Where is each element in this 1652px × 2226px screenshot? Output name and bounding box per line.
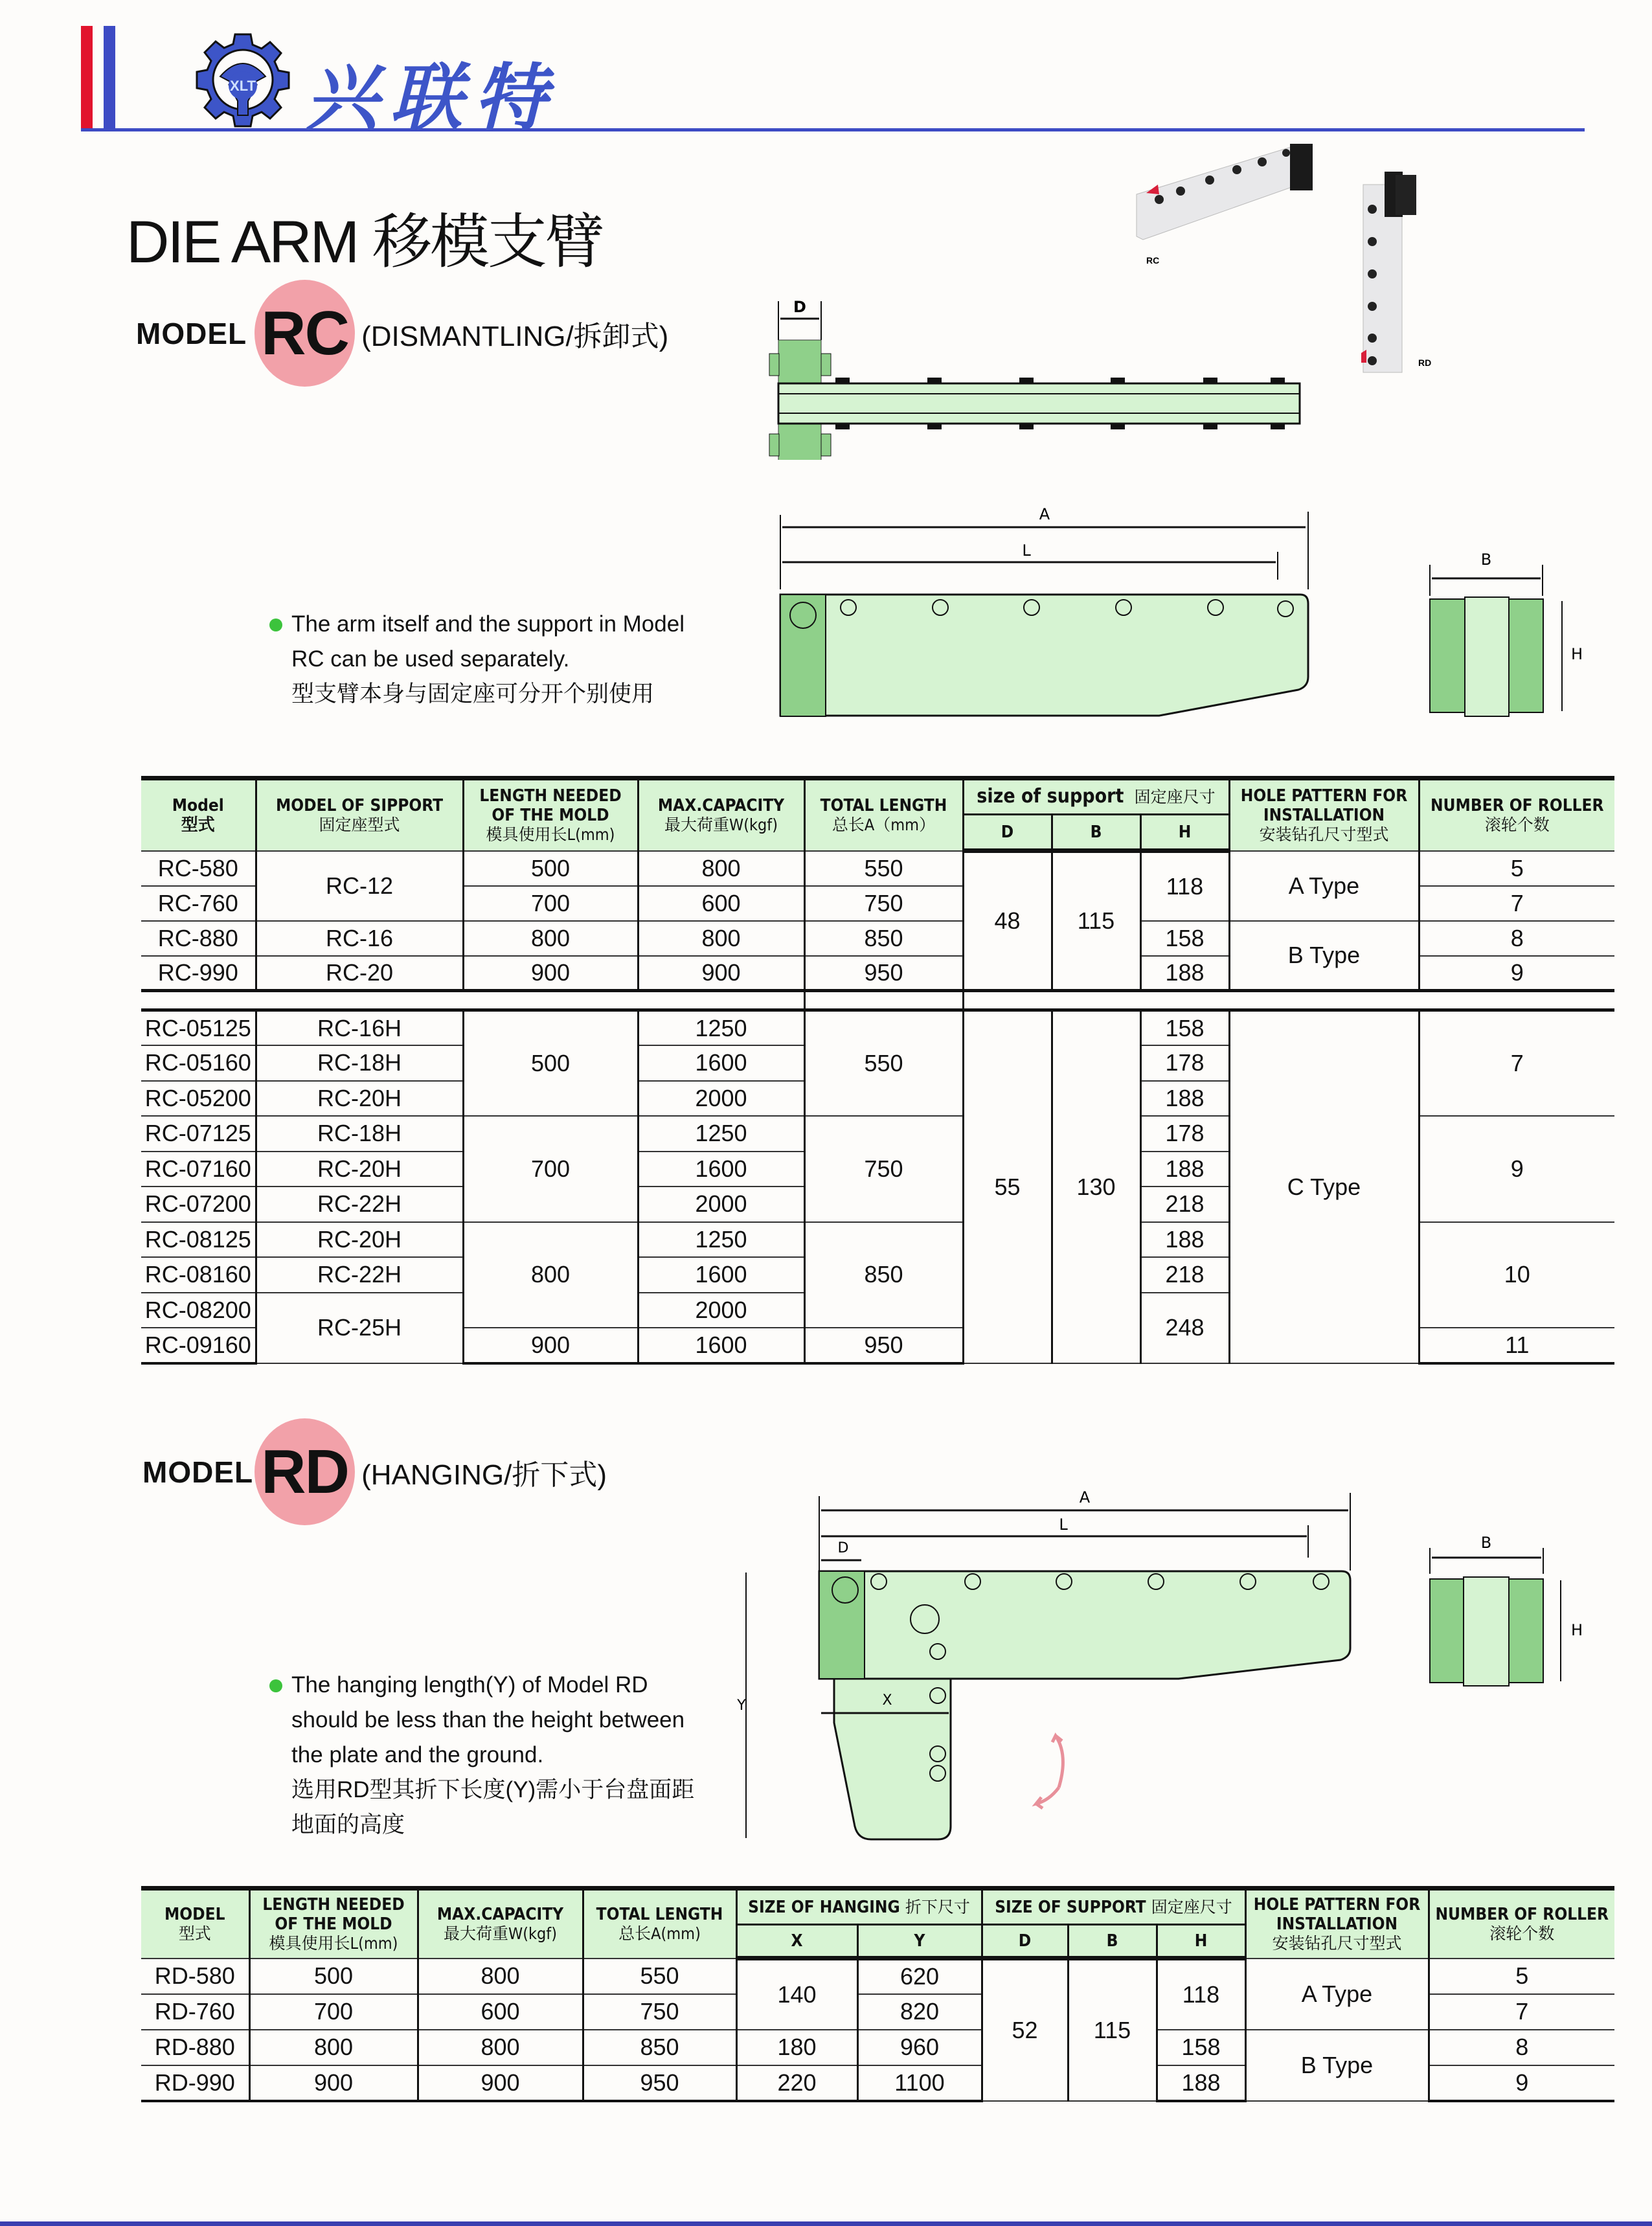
cell-support: RC-12 <box>256 851 463 921</box>
cell-rollers: 5 <box>1419 851 1614 886</box>
cell-b: 130 <box>1052 1010 1140 1363</box>
dim-label-b: B <box>1480 1534 1492 1552</box>
cell-hole: A Type <box>1229 851 1419 921</box>
col-length: LENGTH NEEDED OF THE MOLD 模具使用长L(mm) <box>249 1889 418 1959</box>
model-label: MODEL <box>136 316 247 350</box>
cell-total: 550 <box>804 1010 963 1117</box>
rd-spec-table <box>141 1886 1614 2102</box>
cell-rollers: 9 <box>1419 956 1614 991</box>
cell-length: 700 <box>463 886 638 921</box>
col-support-size: size of support 固定座尺寸 <box>963 778 1229 815</box>
cell-h: 188 <box>1157 2065 1245 2101</box>
cell-total: 950 <box>804 1328 963 1363</box>
col-h: H <box>1140 815 1229 851</box>
cell-y: 620 <box>857 1959 982 1994</box>
model-rc-heading <box>136 280 668 387</box>
cell-capacity: 600 <box>418 1994 583 2030</box>
model-code: RC <box>261 298 348 368</box>
rd-side-view-diagram <box>732 1477 1587 1846</box>
cell-total: 550 <box>583 1959 736 1994</box>
cell-y: 960 <box>857 2030 982 2065</box>
cell-total: 850 <box>804 921 963 956</box>
col-support-size: SIZE OF SUPPORT 固定座尺寸 <box>982 1889 1245 1925</box>
rc-top-view-diagram <box>764 291 1315 460</box>
cell-length: 500 <box>249 1959 418 1994</box>
cell-capacity: 1250 <box>638 1010 804 1046</box>
col-total-length: TOTAL LENGTH 总长A(mm) <box>583 1889 736 1959</box>
red-accent-bar <box>81 26 93 131</box>
cell-rollers: 7 <box>1419 1010 1614 1117</box>
cell-total: 850 <box>583 2030 736 2065</box>
dim-label-d: D <box>837 1540 849 1556</box>
cell-hole: B Type <box>1229 921 1419 991</box>
rd-note-cn: 选用RD型其折下长度(Y)需小于台盘面距地面的高度 <box>291 1777 695 1837</box>
dim-label-l: L <box>1059 1516 1068 1534</box>
cell-h: 118 <box>1140 851 1229 921</box>
dim-label-x: X <box>882 1692 892 1709</box>
cell-model: RC-08125 <box>141 1222 256 1258</box>
col-total-length: TOTAL LENGTH 总长A（mm） <box>804 778 963 851</box>
cell-capacity: 900 <box>418 2065 583 2101</box>
cell-length: 700 <box>249 1994 418 2030</box>
cell-length: 800 <box>463 1222 638 1328</box>
cell-length: 500 <box>463 1010 638 1117</box>
cell-length: 900 <box>249 2065 418 2101</box>
cell-model: RC-05160 <box>141 1045 256 1081</box>
cell-h: 188 <box>1140 1152 1229 1187</box>
cell-x: 140 <box>736 1959 857 2030</box>
cell-h: 118 <box>1157 1959 1245 2030</box>
cell-capacity: 900 <box>638 956 804 991</box>
cell-rollers: 8 <box>1419 921 1614 956</box>
dim-label-y: Y <box>737 1698 746 1714</box>
cell-d: 55 <box>963 1010 1052 1363</box>
cell-model: RC-08160 <box>141 1257 256 1293</box>
cell-length: 500 <box>463 851 638 886</box>
cell-total: 750 <box>804 1116 963 1222</box>
cell-d: 48 <box>963 851 1052 991</box>
cell-rollers: 8 <box>1429 2030 1614 2065</box>
cell-capacity: 1250 <box>638 1222 804 1258</box>
rc-side-view-diagram <box>751 492 1593 751</box>
rc-photo-label: RC <box>1146 255 1160 266</box>
cell-support: RC-20 <box>256 956 463 991</box>
cell-length: 700 <box>463 1116 638 1222</box>
cell-total: 950 <box>804 956 963 991</box>
col-capacity: MAX.CAPACITY 最大荷重W(kgf) <box>638 778 804 851</box>
rd-note <box>291 1668 706 1843</box>
cell-support: RC-25H <box>256 1293 463 1363</box>
cell-model: RC-990 <box>141 956 256 991</box>
cell-b: 115 <box>1068 1959 1157 2101</box>
cell-length: 900 <box>463 1328 638 1363</box>
table-row <box>141 1010 1614 1046</box>
col-y: Y <box>857 1925 982 1959</box>
cell-total: 850 <box>804 1222 963 1328</box>
cell-support: RC-18H <box>256 1045 463 1081</box>
cell-h: 188 <box>1140 1081 1229 1117</box>
cell-model: RC-05200 <box>141 1081 256 1117</box>
model-label: MODEL <box>142 1455 254 1489</box>
cell-support: RC-18H <box>256 1116 463 1152</box>
cell-capacity: 1600 <box>638 1257 804 1293</box>
table-row <box>141 2030 1614 2065</box>
cell-model: RD-880 <box>141 2030 249 2065</box>
cell-x: 180 <box>736 2030 857 2065</box>
cell-x: 220 <box>736 2065 857 2101</box>
spacer-cell <box>141 991 804 1010</box>
bullet-icon <box>269 1679 282 1692</box>
cell-model: RC-05125 <box>141 1010 256 1046</box>
dim-label-b: B <box>1480 551 1492 569</box>
cell-capacity: 600 <box>638 886 804 921</box>
dim-label-h: H <box>1570 645 1583 663</box>
cell-model: RC-880 <box>141 921 256 956</box>
model-badge <box>255 280 355 387</box>
cell-h: 158 <box>1140 921 1229 956</box>
cell-capacity: 800 <box>638 851 804 886</box>
cell-support: RC-16H <box>256 1010 463 1046</box>
cell-model: RD-580 <box>141 1959 249 1994</box>
model-subtitle: (HANGING/折下式) <box>361 1459 607 1491</box>
cell-rollers: 7 <box>1429 1994 1614 2030</box>
cell-h: 188 <box>1140 956 1229 991</box>
col-hanging-size: SIZE OF HANGING 折下尺寸 <box>736 1889 982 1925</box>
rd-note-en: The hanging length(Y) of Model RD should be less than the height between the plate and the ground. <box>291 1672 685 1767</box>
col-model: Model 型式 <box>141 778 256 851</box>
cell-hole: B Type <box>1245 2030 1429 2101</box>
model-subtitle: (DISMANTLING/拆卸式) <box>361 320 669 352</box>
cell-d: 52 <box>982 1959 1068 2101</box>
table-row <box>141 1959 1614 1994</box>
col-x: X <box>736 1925 857 1959</box>
col-rollers: NUMBER OF ROLLER 滚轮个数 <box>1419 778 1614 851</box>
table-spacer-row <box>141 991 1614 1010</box>
rc-photo <box>1137 144 1313 240</box>
cell-capacity: 2000 <box>638 1293 804 1328</box>
cell-total: 750 <box>583 1994 736 2030</box>
cell-length: 800 <box>463 921 638 956</box>
cell-h: 178 <box>1140 1045 1229 1081</box>
blue-accent-bar <box>104 26 115 131</box>
col-capacity: MAX.CAPACITY 最大荷重W(kgf) <box>418 1889 583 1959</box>
cell-length: 800 <box>249 2030 418 2065</box>
table-row <box>141 921 1614 956</box>
cell-capacity: 1600 <box>638 1152 804 1187</box>
col-hole-pattern: HOLE PATTERN FOR INSTALLATION 安装钻孔尺寸型式 <box>1245 1889 1429 1959</box>
cell-capacity: 800 <box>418 1959 583 1994</box>
dim-label-a: A <box>1039 505 1050 523</box>
cell-h: 188 <box>1140 1222 1229 1258</box>
cell-capacity: 1250 <box>638 1116 804 1152</box>
cell-support: RC-22H <box>256 1257 463 1293</box>
cell-b: 115 <box>1052 851 1140 991</box>
cell-h: 158 <box>1140 1010 1229 1046</box>
cell-support: RC-20H <box>256 1222 463 1258</box>
footer-bar <box>0 2221 1652 2226</box>
dim-label-d: D <box>793 298 806 316</box>
page-title: DIE ARM 移模支臂 <box>126 209 603 275</box>
rc-note <box>291 607 706 712</box>
table-row <box>141 851 1614 886</box>
cell-h: 178 <box>1140 1116 1229 1152</box>
rotate-arrow-icon <box>1036 1736 1063 1808</box>
cell-rollers: 10 <box>1419 1222 1614 1328</box>
col-hole-pattern: HOLE PATTERN FOR INSTALLATION 安装钻孔尺寸型式 <box>1229 778 1419 851</box>
dim-label-l: L <box>1022 541 1031 560</box>
cell-capacity: 1600 <box>638 1045 804 1081</box>
rd-photo <box>1361 172 1416 372</box>
cell-length: 900 <box>463 956 638 991</box>
spacer-cell <box>804 991 963 1010</box>
cell-capacity: 1600 <box>638 1328 804 1363</box>
col-length: LENGTH NEEDED OF THE MOLD 模具使用长L(mm) <box>463 778 638 851</box>
cell-rollers: 9 <box>1429 2065 1614 2101</box>
cell-model: RC-580 <box>141 851 256 886</box>
cell-y: 820 <box>857 1994 982 2030</box>
cell-support: RC-20H <box>256 1152 463 1187</box>
cell-total: 950 <box>583 2065 736 2101</box>
cell-y: 1100 <box>857 2065 982 2101</box>
cell-h: 248 <box>1140 1293 1229 1363</box>
cell-model: RC-760 <box>141 886 256 921</box>
cell-capacity: 2000 <box>638 1081 804 1117</box>
rd-photo-label: RD <box>1418 358 1432 368</box>
cell-total: 550 <box>804 851 963 886</box>
col-d: D <box>982 1925 1068 1959</box>
cell-capacity: 800 <box>638 921 804 956</box>
cell-support: RC-22H <box>256 1187 463 1222</box>
rc-spec-table <box>141 776 1614 1365</box>
spacer-cell <box>963 991 1614 1010</box>
brand-name: 兴联特 <box>306 56 558 141</box>
cell-support: RC-16 <box>256 921 463 956</box>
dim-label-a: A <box>1079 1488 1091 1506</box>
cell-rollers: 5 <box>1429 1959 1614 1994</box>
cell-model: RD-760 <box>141 1994 249 2030</box>
col-b: B <box>1068 1925 1157 1959</box>
cell-model: RC-07125 <box>141 1116 256 1152</box>
cell-model: RC-07200 <box>141 1187 256 1222</box>
cell-hole: A Type <box>1245 1959 1429 2030</box>
rc-note-en: The arm itself and the support in Model RC can be used separately. <box>291 611 685 672</box>
cell-total: 750 <box>804 886 963 921</box>
cell-rollers: 7 <box>1419 886 1614 921</box>
cell-h: 218 <box>1140 1257 1229 1293</box>
model-badge <box>255 1418 355 1525</box>
cell-h: 158 <box>1157 2030 1245 2065</box>
cell-h: 218 <box>1140 1187 1229 1222</box>
cell-rollers: 11 <box>1419 1328 1614 1363</box>
cell-model: RD-990 <box>141 2065 249 2101</box>
col-support-model: MODEL OF SIPPORT 固定座型式 <box>256 778 463 851</box>
bullet-icon <box>269 619 282 631</box>
xlt-gear-logo <box>191 31 295 128</box>
cell-support: RC-20H <box>256 1081 463 1117</box>
col-h: H <box>1157 1925 1245 1959</box>
col-b: B <box>1052 815 1140 851</box>
col-rollers: NUMBER OF ROLLER 滚轮个数 <box>1429 1889 1614 1959</box>
model-rd-heading <box>142 1418 607 1525</box>
cell-model: RC-09160 <box>141 1328 256 1363</box>
cell-rollers: 9 <box>1419 1116 1614 1222</box>
cell-capacity: 2000 <box>638 1187 804 1222</box>
cell-capacity: 800 <box>418 2030 583 2065</box>
rc-note-cn: 型支臂本身与固定座可分开个别使用 <box>291 681 655 707</box>
dim-label-h: H <box>1570 1621 1583 1639</box>
col-model: MODEL 型式 <box>141 1889 249 1959</box>
cell-model: RC-07160 <box>141 1152 256 1187</box>
col-d: D <box>963 815 1052 851</box>
model-code: RD <box>261 1437 348 1506</box>
cell-hole: C Type <box>1229 1010 1419 1363</box>
cell-model: RC-08200 <box>141 1293 256 1328</box>
logo-text: XLT <box>230 78 256 94</box>
